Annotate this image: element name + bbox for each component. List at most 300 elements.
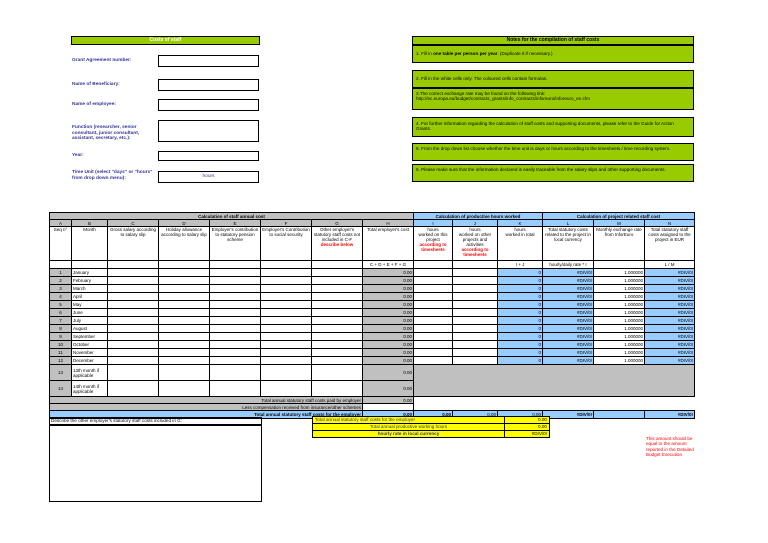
row-cost-local: #DIV/0!	[543, 269, 594, 277]
input-cell[interactable]	[312, 357, 363, 365]
total-n: #DIV/0!	[645, 411, 695, 419]
input-cell[interactable]	[210, 333, 261, 341]
input-cell[interactable]	[453, 317, 498, 325]
note-1-pre: 1. Fill in	[416, 51, 434, 56]
input-cell[interactable]	[261, 309, 312, 317]
row-13-seq: 13	[50, 365, 72, 381]
input-cell[interactable]	[108, 301, 159, 309]
row-cost-local: #DIV/0!	[543, 301, 594, 309]
input-cell[interactable]	[312, 277, 363, 285]
input-cell[interactable]	[453, 301, 498, 309]
note-3: 3.The correct exchange rate may be found on the following link: http://ec.europa.eu/budget/contracts_grants/info_contracts/inforeuro/inforeuro_en.cfm	[412, 88, 694, 110]
describe-label: Describe the other employer's statutory staff costs included in G:	[49, 417, 262, 425]
row-cost-local: #DIV/0!	[543, 341, 594, 349]
input-cell[interactable]	[159, 365, 210, 381]
row-cost-eur: #DIV/0!	[645, 301, 695, 309]
input-cell[interactable]	[261, 341, 312, 349]
note-4: 4. For further information regarding the calculation of staff costs and supporting documents, please refer to the Guide for Action Grants.	[412, 117, 694, 137]
input-cell[interactable]	[312, 381, 363, 397]
formula-l: hourly/daily rate * I	[543, 261, 594, 269]
input-cell[interactable]	[159, 349, 210, 357]
formula-cell	[453, 261, 498, 269]
header-exchange-rate: Monthly exchange rate from InforEuro	[594, 227, 645, 261]
formula-cell	[312, 261, 363, 269]
row-hours-total: 0	[498, 269, 543, 277]
input-cell[interactable]	[414, 285, 453, 293]
column-letter-k: K	[498, 220, 543, 227]
header-gross-salary: Gross salary according to salary slip	[108, 227, 159, 261]
row-total-cost: 0.00	[363, 349, 414, 357]
input-cell[interactable]	[261, 293, 312, 301]
summary-rate-label: hourly rate in local currency	[313, 431, 505, 438]
input-cell[interactable]	[210, 381, 261, 397]
describe-textarea[interactable]	[49, 425, 262, 502]
header-hours-project-note: according to timesheets	[419, 242, 447, 252]
column-letter-i: I	[414, 220, 453, 227]
formula-k: I + J	[498, 261, 543, 269]
table-row	[50, 341, 695, 349]
row-month: December	[72, 357, 108, 365]
input-cell[interactable]	[312, 349, 363, 357]
input-cell[interactable]	[414, 357, 453, 365]
row-cost-local: #DIV/0!	[543, 325, 594, 333]
summary-hours-label: Total annual productive working hours	[313, 424, 505, 431]
input-cell[interactable]	[453, 357, 498, 365]
row-cost-local: #DIV/0!	[543, 285, 594, 293]
row-exchange-rate[interactable]: 1.000000	[594, 341, 645, 349]
input-cell[interactable]	[312, 309, 363, 317]
input-cell[interactable]	[108, 333, 159, 341]
input-cell[interactable]	[159, 285, 210, 293]
row-cost-eur: #DIV/0!	[645, 309, 695, 317]
row-cost-eur: #DIV/0!	[645, 293, 695, 301]
column-letter-e: E	[210, 220, 261, 227]
note-6: 6. Please make sure that the information declared is easily traceable from the salary slips and other supporting documents.	[412, 164, 694, 182]
row-seq: 4	[50, 293, 72, 301]
input-cell[interactable]	[312, 301, 363, 309]
input-cell[interactable]	[261, 365, 312, 381]
input-cell[interactable]	[414, 309, 453, 317]
header-holiday-allowance: Holiday allowance according to salary slip	[159, 227, 210, 261]
beneficiary-field[interactable]	[158, 79, 259, 91]
note-5: 5. From the drop down list choose whether the time unit is days or hours according to the timesheets / time recording system.	[412, 143, 694, 161]
row-cost-eur: #DIV/0!	[645, 285, 695, 293]
note-1	[412, 45, 694, 63]
header-hours-project	[414, 227, 453, 261]
row-14-total: 0.00	[363, 381, 414, 397]
input-cell[interactable]	[108, 349, 159, 357]
total-label: Total annual statutory staff costs for the employer	[50, 411, 363, 419]
input-cell[interactable]	[453, 309, 498, 317]
input-cell[interactable]	[108, 325, 159, 333]
header-social-security: Employer's Contribution to social security	[261, 227, 312, 261]
input-cell[interactable]	[261, 349, 312, 357]
input-cell[interactable]	[453, 293, 498, 301]
input-cell[interactable]	[210, 349, 261, 357]
input-cell[interactable]	[159, 333, 210, 341]
beneficiary-label: Name of Beneficiary:	[72, 82, 120, 87]
column-letter-f: F	[261, 220, 312, 227]
row-exchange-rate[interactable]: 1.000000	[594, 269, 645, 277]
row-cost-eur: #DIV/0!	[645, 277, 695, 285]
row-exchange-rate[interactable]: 1.000000	[594, 309, 645, 317]
column-letter-a: A	[50, 220, 72, 227]
sum-paid-value: 0.00	[363, 397, 414, 404]
formula-cell	[261, 261, 312, 269]
row-exchange-rate[interactable]: 1.000000	[594, 357, 645, 365]
input-cell[interactable]	[312, 293, 363, 301]
row-exchange-rate[interactable]: 1.000000	[594, 333, 645, 341]
year-label: Year:	[72, 153, 84, 158]
input-cell[interactable]	[159, 293, 210, 301]
summary-table	[312, 416, 550, 438]
header-month: Month	[72, 227, 108, 261]
employee-field[interactable]	[158, 99, 259, 111]
row-month: July	[72, 317, 108, 325]
row-cost-eur: #DIV/0!	[645, 325, 695, 333]
input-cell[interactable]	[261, 277, 312, 285]
row-cost-eur: #DIV/0!	[645, 333, 695, 341]
input-cell[interactable]	[210, 341, 261, 349]
total-i: 0.00	[414, 411, 453, 419]
header-hours-project-unit: hours	[427, 227, 439, 232]
input-cell[interactable]	[108, 309, 159, 317]
row-month: August	[72, 325, 108, 333]
input-cell[interactable]	[108, 341, 159, 349]
row-cost-eur: #DIV/0!	[645, 317, 695, 325]
time-unit-label: Time Unit (select "days" or "hours" from drop down menu):	[72, 170, 153, 181]
row-hours-total: 0	[498, 293, 543, 301]
formula-cell	[594, 261, 645, 269]
input-cell[interactable]	[414, 333, 453, 341]
column-letter-g: G	[312, 220, 363, 227]
input-cell[interactable]	[414, 349, 453, 357]
input-cell[interactable]	[453, 277, 498, 285]
row-month: September	[72, 333, 108, 341]
row-seq: 6	[50, 309, 72, 317]
summary-staff-costs-value: 0.00	[505, 417, 550, 424]
column-letter-m: M	[594, 220, 645, 227]
sum-paid-label: Total annual statutory staff costs paid by employer	[50, 397, 363, 404]
row-cost-local: #DIV/0!	[543, 357, 594, 365]
input-cell[interactable]	[159, 381, 210, 397]
input-cell[interactable]	[414, 341, 453, 349]
row-month: May	[72, 301, 108, 309]
table-row	[50, 333, 695, 341]
input-cell[interactable]	[414, 277, 453, 285]
spacer	[414, 404, 695, 411]
header-hours-total-text: worked in total	[505, 232, 535, 237]
row-seq: 3	[50, 285, 72, 293]
section-annual-header: Calculation of staff annual cost	[50, 213, 414, 220]
input-cell[interactable]	[210, 325, 261, 333]
summary-rate-value: #DIV/0!	[505, 431, 550, 438]
column-letter-n: N	[645, 220, 695, 227]
row-hours-total: 0	[498, 277, 543, 285]
input-cell[interactable]	[453, 285, 498, 293]
row-total-cost: 0.00	[363, 325, 414, 333]
input-cell[interactable]	[159, 341, 210, 349]
input-cell[interactable]	[210, 293, 261, 301]
total-l: #DIV/0!	[543, 411, 594, 419]
row-cost-eur: #DIV/0!	[645, 341, 695, 349]
input-cell[interactable]	[312, 365, 363, 381]
input-cell[interactable]	[210, 285, 261, 293]
row-14-seq: 14	[50, 381, 72, 397]
total-m	[594, 411, 645, 419]
row-exchange-rate[interactable]: 1.000000	[594, 317, 645, 325]
input-cell[interactable]	[108, 381, 159, 397]
note-2: 2. Fill in the white cells only. The coloured cells contain formulas.	[412, 70, 694, 88]
input-cell[interactable]	[210, 309, 261, 317]
spacer	[414, 397, 695, 404]
header-describe-below: describe below	[320, 242, 354, 247]
row-exchange-rate[interactable]: 1.000000	[594, 325, 645, 333]
row-hours-total: 0	[498, 349, 543, 357]
input-cell[interactable]	[159, 301, 210, 309]
row-total-cost: 0.00	[363, 317, 414, 325]
function-field[interactable]	[158, 120, 259, 142]
row-13-month: 13th month if applicable	[72, 365, 108, 381]
table-row	[50, 301, 695, 309]
row-total-cost: 0.00	[363, 357, 414, 365]
note-1-bold: one table per person per year	[433, 51, 498, 56]
input-cell[interactable]	[312, 325, 363, 333]
input-cell[interactable]	[108, 357, 159, 365]
row-seq: 1	[50, 269, 72, 277]
formula-h: C + D + E + F + G	[363, 261, 414, 269]
row-hours-total: 0	[498, 325, 543, 333]
column-letter-c: C	[108, 220, 159, 227]
header-seq: Seq n°	[50, 227, 72, 261]
header-other-costs-text: Other employer's statutory staff costs not included in C-F	[313, 227, 361, 242]
row-cost-eur: #DIV/0!	[645, 357, 695, 365]
section-project-header: Calculation of project related staff cost	[543, 213, 695, 220]
row-seq: 2	[50, 277, 72, 285]
row-hours-total: 0	[498, 285, 543, 293]
row-total-cost: 0.00	[363, 277, 414, 285]
row-exchange-rate[interactable]: 1.000000	[594, 293, 645, 301]
input-cell[interactable]	[261, 381, 312, 397]
function-label: Function (researcher, senior consultant, junior consultant, assistant, secretary, etc.):	[72, 125, 140, 142]
row-cost-local: #DIV/0!	[543, 349, 594, 357]
row-total-cost: 0.00	[363, 293, 414, 301]
input-cell[interactable]	[312, 333, 363, 341]
column-letter-d: D	[159, 220, 210, 227]
formula-cell	[50, 261, 72, 269]
input-cell[interactable]	[210, 301, 261, 309]
table-row	[50, 325, 695, 333]
header-hours-other-note: according to timesheets	[461, 247, 489, 257]
row-cost-local: #DIV/0!	[543, 277, 594, 285]
total-j: 0.00	[453, 411, 498, 419]
row-total-cost: 0.00	[363, 333, 414, 341]
input-cell[interactable]	[159, 317, 210, 325]
input-cell[interactable]	[108, 269, 159, 277]
row-hours-total: 0	[498, 317, 543, 325]
row-month: February	[72, 277, 108, 285]
header-other-costs	[312, 227, 363, 261]
row-total-cost: 0.00	[363, 269, 414, 277]
note-1-post: . (Duplicate it if necessary.)	[497, 51, 553, 56]
header-cost-eur: Total statutory staff costs assigned to the project in EUR	[645, 227, 695, 261]
row-seq: 12	[50, 357, 72, 365]
row-seq: 5	[50, 301, 72, 309]
table-row	[50, 293, 695, 301]
input-cell[interactable]	[414, 301, 453, 309]
input-cell[interactable]	[414, 317, 453, 325]
formula-cell	[210, 261, 261, 269]
input-cell[interactable]	[453, 269, 498, 277]
disabled-area	[414, 365, 695, 397]
total-k: 0.00	[498, 411, 543, 419]
input-cell[interactable]	[414, 325, 453, 333]
row-total-cost: 0.00	[363, 301, 414, 309]
formula-cell	[72, 261, 108, 269]
row-exchange-rate[interactable]: 1.000000	[594, 277, 645, 285]
row-month: June	[72, 309, 108, 317]
year-field[interactable]	[158, 151, 259, 161]
row-seq: 9	[50, 333, 72, 341]
row-seq: 11	[50, 349, 72, 357]
row-hours-total: 0	[498, 301, 543, 309]
input-cell[interactable]	[108, 293, 159, 301]
row-month: April	[72, 293, 108, 301]
header-hours-other-text: worked on other projects and activities	[458, 232, 492, 247]
row-hours-total: 0	[498, 309, 543, 317]
input-cell[interactable]	[414, 269, 453, 277]
time-unit-field[interactable]: hours	[158, 171, 259, 183]
formula-n: L / M	[645, 261, 695, 269]
column-letter-j: J	[453, 220, 498, 227]
input-cell[interactable]	[261, 269, 312, 277]
row-month: October	[72, 341, 108, 349]
row-cost-local: #DIV/0!	[543, 317, 594, 325]
input-cell[interactable]	[159, 309, 210, 317]
header-total-cost: Total employer's cost	[363, 227, 414, 261]
row-hours-total: 0	[498, 357, 543, 365]
formula-cell	[108, 261, 159, 269]
input-cell[interactable]	[159, 357, 210, 365]
row-exchange-rate[interactable]: 1.000000	[594, 285, 645, 293]
column-letter-h: H	[363, 220, 414, 227]
sum-compensation-value[interactable]	[363, 404, 414, 411]
input-cell[interactable]	[312, 317, 363, 325]
summary-staff-costs-label: Total annual statutory staff costs for the employer	[313, 417, 505, 424]
input-cell[interactable]	[261, 357, 312, 365]
column-letter-b: B	[72, 220, 108, 227]
column-letter-l: L	[543, 220, 594, 227]
row-month: November	[72, 349, 108, 357]
row-total-cost: 0.00	[363, 309, 414, 317]
row-seq: 8	[50, 325, 72, 333]
row-14-month: 14th month if applicable	[72, 381, 108, 397]
staff-cost-table	[49, 212, 695, 419]
row-total-cost: 0.00	[363, 341, 414, 349]
table-row	[50, 285, 695, 293]
input-cell[interactable]	[108, 277, 159, 285]
employee-label: Name of employee:	[72, 102, 116, 107]
row-month: March	[72, 285, 108, 293]
input-cell[interactable]	[108, 317, 159, 325]
input-cell[interactable]	[261, 317, 312, 325]
input-cell[interactable]	[159, 269, 210, 277]
section-productive-header: Calculation of productive hours worked	[414, 213, 543, 220]
input-cell[interactable]	[210, 317, 261, 325]
header-hours-other	[453, 227, 498, 261]
costs-of-staff-title: Costs of staff	[71, 36, 260, 45]
input-cell[interactable]	[453, 341, 498, 349]
table-row	[50, 277, 695, 285]
input-cell[interactable]	[210, 365, 261, 381]
notes-title: Notes for the compilation of staff costs	[412, 36, 694, 45]
input-cell[interactable]	[159, 325, 210, 333]
header-cost-local: Total statutory costs related to the project in local currency	[543, 227, 594, 261]
grant-agreement-label: Grant Agreement number:	[72, 58, 132, 63]
header-hours-total	[498, 227, 543, 261]
sum-compensation-label: Less compensation received from insurance/other schemes	[50, 404, 363, 411]
input-cell[interactable]	[453, 333, 498, 341]
input-cell[interactable]	[261, 325, 312, 333]
input-cell[interactable]	[414, 293, 453, 301]
table-row	[50, 317, 695, 325]
table-row	[50, 269, 695, 277]
header-hours-total-unit: hours	[514, 227, 526, 232]
input-cell[interactable]	[108, 365, 159, 381]
input-cell[interactable]	[210, 277, 261, 285]
row-hours-total: 0	[498, 341, 543, 349]
input-cell[interactable]	[453, 349, 498, 357]
table-row	[50, 349, 695, 357]
row-cost-eur: #DIV/0!	[645, 269, 695, 277]
input-cell[interactable]	[261, 301, 312, 309]
row-cost-local: #DIV/0!	[543, 333, 594, 341]
row-13-total: 0.00	[363, 365, 414, 381]
table-row	[50, 309, 695, 317]
input-cell[interactable]	[312, 285, 363, 293]
row-hours-total: 0	[498, 333, 543, 341]
grant-agreement-field[interactable]	[158, 55, 259, 67]
header-hours-project-text: worked on this project	[418, 232, 448, 242]
row-month: January	[72, 269, 108, 277]
header-hours-other-unit: hours	[469, 227, 481, 232]
table-row	[50, 357, 695, 365]
input-cell[interactable]	[159, 277, 210, 285]
row-seq: 10	[50, 341, 72, 349]
input-cell[interactable]	[108, 285, 159, 293]
row-exchange-rate[interactable]: 1.000000	[594, 349, 645, 357]
row-cost-local: #DIV/0!	[543, 293, 594, 301]
input-cell[interactable]	[210, 357, 261, 365]
input-cell[interactable]	[261, 285, 312, 293]
red-note: This amount should be equal to the amount reported in the Detailed Budget Execution	[646, 436, 694, 458]
input-cell[interactable]	[312, 269, 363, 277]
summary-hours-value: 0.00	[505, 424, 550, 431]
row-cost-eur: #DIV/0!	[645, 349, 695, 357]
row-seq: 7	[50, 317, 72, 325]
row-cost-local: #DIV/0!	[543, 309, 594, 317]
input-cell[interactable]	[210, 269, 261, 277]
formula-cell	[159, 261, 210, 269]
input-cell[interactable]	[261, 333, 312, 341]
formula-cell	[414, 261, 453, 269]
input-cell[interactable]	[312, 341, 363, 349]
row-exchange-rate[interactable]: 1.000000	[594, 301, 645, 309]
total-h: 0.00	[363, 411, 414, 419]
input-cell[interactable]	[453, 325, 498, 333]
row-total-cost: 0.00	[363, 285, 414, 293]
header-pension: Employer's contribution to statutory pension scheme	[210, 227, 261, 261]
